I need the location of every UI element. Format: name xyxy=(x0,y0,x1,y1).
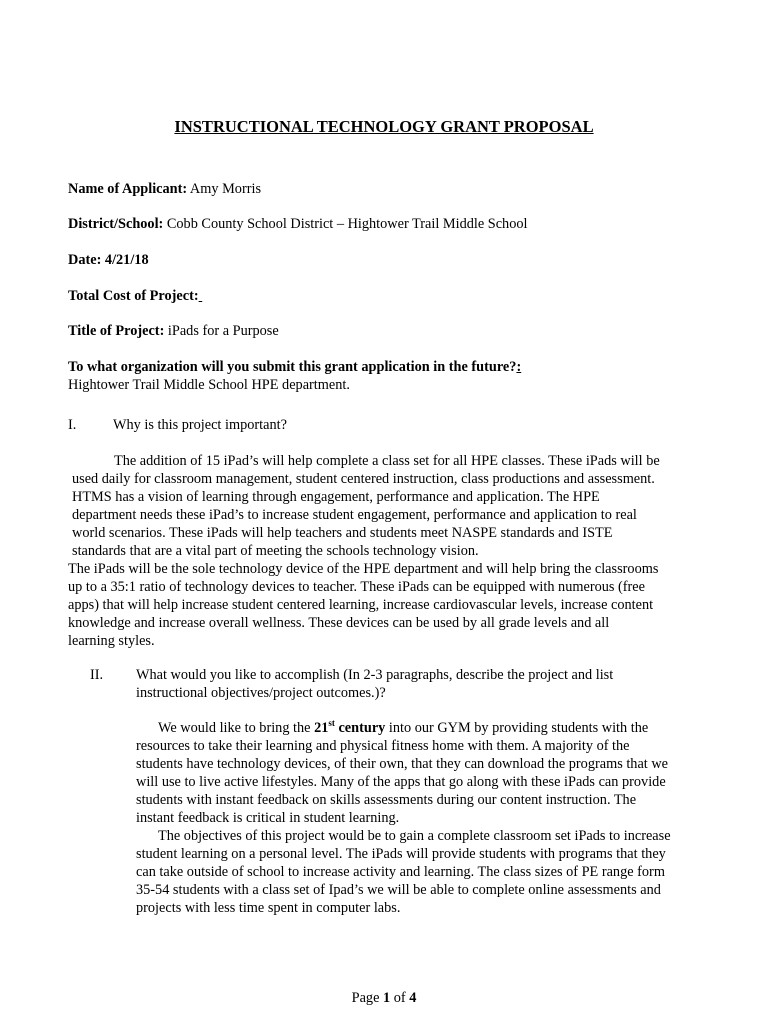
text-line: learning styles. xyxy=(68,633,155,649)
section-1-heading: Why is this project important? xyxy=(113,417,287,433)
district-value: Cobb County School District – Hightower Trail Middle School xyxy=(163,216,528,232)
organization-question: To what organization will you submit this grant application in the future?: xyxy=(68,359,522,375)
page-title: INSTRUCTIONAL TECHNOLOGY GRANT PROPOSAL xyxy=(174,117,594,136)
text-line: can take outside of school to increase activity and learning. The class sizes of PE range form xyxy=(136,864,665,880)
text-line: instant feedback is critical in student learning. xyxy=(136,810,400,826)
date-row: Date: 4/21/18 xyxy=(68,252,149,268)
page-total: 4 xyxy=(409,990,417,1006)
text-line: projects with less time spent in computer labs. xyxy=(136,900,401,916)
page-footer: Page 1 of 4 xyxy=(351,990,417,1006)
section-2-numeral: II. xyxy=(90,667,104,683)
applicant-value: Amy Morris xyxy=(187,181,262,197)
project-title-value: iPads for a Purpose xyxy=(164,323,279,339)
applicant-row xyxy=(68,180,261,198)
total-cost-label: Total Cost of Project: xyxy=(68,288,199,304)
text-line: The addition of 15 iPad’s will help complete a class set for all HPE classes. These iPads will be xyxy=(114,453,660,469)
text-line: world scenarios. These iPads will help teachers and students meet NASPE standards and ISTE xyxy=(72,525,613,541)
district-row xyxy=(68,215,527,233)
section-2-heading: What would you like to accomplish (In 2-3 paragraphs, describe the project and list instructional objectives/project outcomes.)? xyxy=(136,667,614,701)
text-line: used daily for classroom management, student centered instruction, class productions and assessment. xyxy=(72,471,655,487)
text-line: HTMS has a vision of learning through engagement, performance and application. The HPE xyxy=(72,489,600,505)
page-number: 1 xyxy=(383,990,391,1006)
district-label: District/School: xyxy=(68,216,164,232)
text-line: standards that are a vital part of meeting the schools technology vision. xyxy=(72,543,479,559)
text-line: The objectives of this project would be to gain a complete classroom set iPads to increase xyxy=(158,828,671,844)
section-1-numeral: I. xyxy=(68,417,77,433)
project-title-row xyxy=(68,322,279,340)
section-2-paragraph-2 xyxy=(136,827,756,917)
text-line: resources to take their learning and physical fitness home with them. A majority of the xyxy=(136,738,630,754)
text-line: student learning on a personal level. The iPads will provide students with programs that they xyxy=(136,846,666,862)
organization-answer: Hightower Trail Middle School HPE department. xyxy=(68,377,350,393)
text-line: apps) that will help increase student centered learning, increase cardiovascular levels, increase content xyxy=(68,597,654,613)
applicant-label: Name of Applicant: xyxy=(68,181,188,197)
project-title-label: Title of Project: xyxy=(68,323,165,339)
text-line: will use to live active lifestyles. Many of the apps that go along with these iPads can provide xyxy=(136,774,666,790)
text-line: students with instant feedback on skills assessments during our content instruction. The xyxy=(136,792,637,808)
text-line: We would like to bring the 21st century into our GYM by providing students with the xyxy=(158,718,649,736)
text-line: The iPads will be the sole technology device of the HPE department and will help bring the classrooms xyxy=(68,561,659,577)
text-line: knowledge and increase overall wellness. These devices can be used by all grade levels and all xyxy=(68,615,610,631)
section-2-paragraph-1 xyxy=(136,719,756,827)
section-1-body xyxy=(72,452,752,560)
text-line: up to a 35:1 ratio of technology devices to teacher. These iPads can be equipped with numerous (free xyxy=(68,579,645,595)
text-line: 35-54 students with a class set of Ipad’s we will be able to complete online assessments and xyxy=(136,882,661,898)
section-1-body-2 xyxy=(68,560,758,650)
total-cost-row xyxy=(68,287,202,305)
text-line: department needs these iPad’s to increase student engagement, performance and application to real xyxy=(72,507,637,523)
text-line: students have technology devices, of their own, that they can download the programs that we xyxy=(136,756,669,772)
